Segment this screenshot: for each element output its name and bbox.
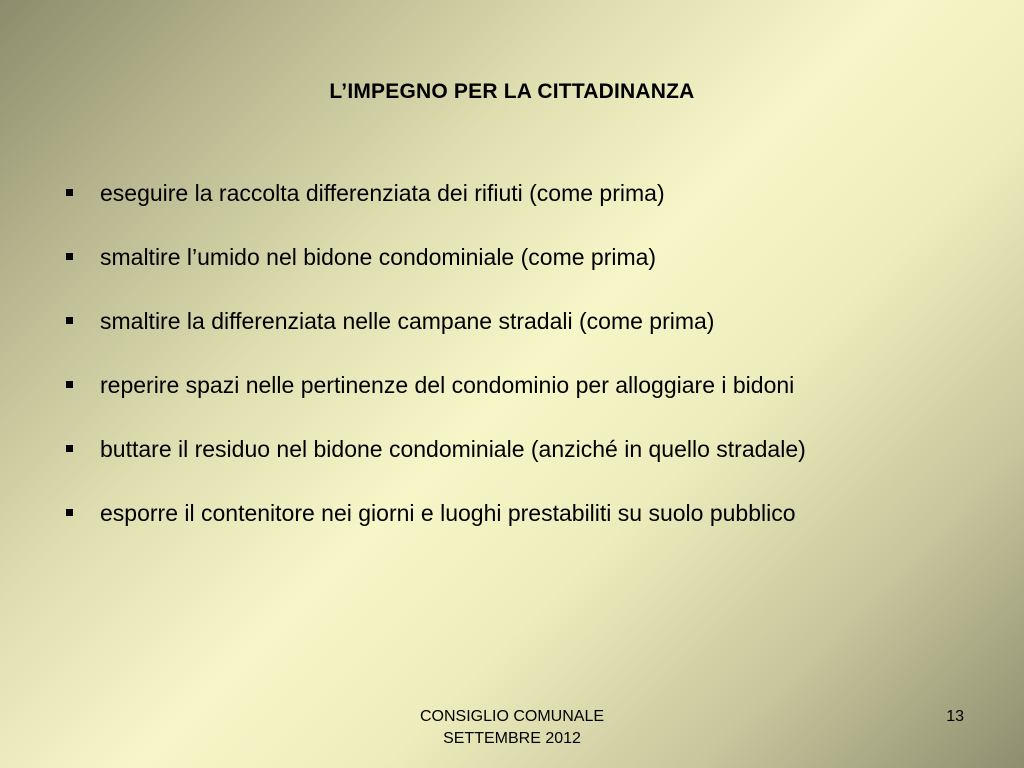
square-bullet-icon	[66, 381, 73, 388]
square-bullet-icon	[66, 189, 73, 196]
bullet-text: eseguire la raccolta differenziata dei rifiuti (come prima)	[100, 180, 665, 206]
square-bullet-icon	[66, 317, 73, 324]
square-bullet-icon	[66, 509, 73, 516]
bullet-text: smaltire la differenziata nelle campane stradali (come prima)	[100, 308, 715, 334]
list-item	[62, 180, 982, 206]
footer-line-1: CONSIGLIO COMUNALE	[419, 708, 605, 725]
list-item	[62, 372, 982, 398]
list-item	[62, 436, 900, 462]
bullet-text: buttare il residuo nel bidone condominiale (anziché in quello stradale)	[100, 436, 806, 462]
bullet-list	[62, 180, 982, 564]
page-number: 13	[946, 708, 964, 725]
bullet-text: reperire spazi nelle pertinenze del condominio per alloggiare i bidoni	[100, 372, 795, 398]
bullet-text: esporre il contenitore nei giorni e luoghi prestabiliti su suolo pubblico	[100, 500, 796, 526]
list-item	[62, 244, 982, 270]
slide-title: L’IMPEGNO PER LA CITTADINANZA	[329, 80, 695, 103]
list-item	[62, 308, 982, 334]
footer-text	[362, 706, 662, 750]
footer-line-2: SETTEMBRE 2012	[443, 730, 581, 747]
list-item	[62, 500, 982, 526]
bullet-text: smaltire l’umido nel bidone condominiale (come prima)	[100, 244, 657, 270]
square-bullet-icon	[66, 253, 73, 260]
square-bullet-icon	[66, 445, 73, 452]
